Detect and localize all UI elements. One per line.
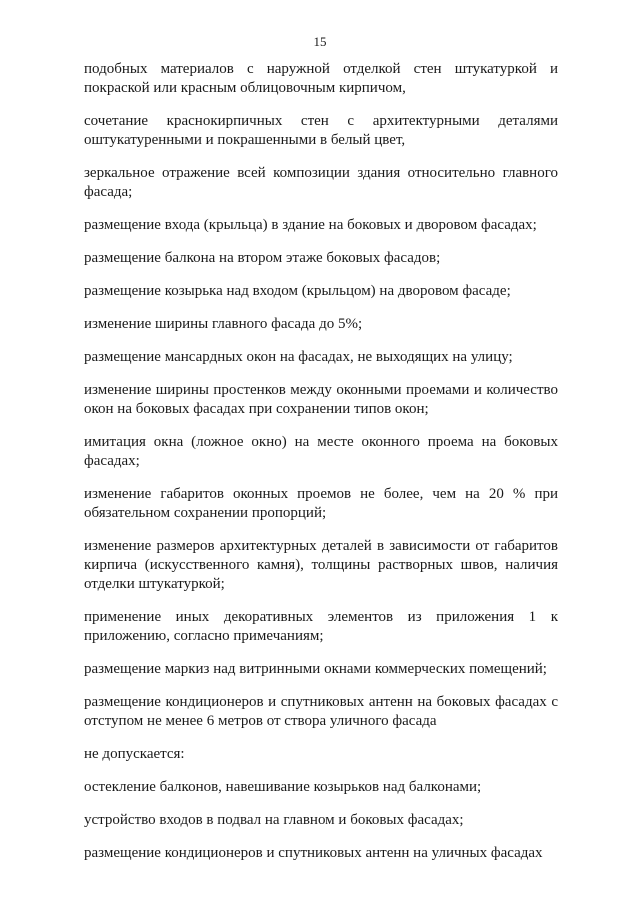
paragraph: изменение размеров архитектурных деталей в зависимости от габаритов кирпича (искусственного камня), толщины растворных швов, наличия отделки штукатуркой; [84,538,558,592]
page-number: 15 [313,34,327,49]
paragraph: изменение ширины главного фасада до 5%; [84,316,363,332]
paragraph: подобных материалов с наружной отделкой стен штукатуркой и покраской или красным облицовочным кирпичом, [84,61,558,96]
paragraph: остекление балконов, навешивание козырьков над балконами; [84,779,482,795]
paragraph: устройство входов в подвал на главном и боковых фасадах; [84,812,464,828]
paragraph: размещение мансардных окон на фасадах, не выходящих на улицу; [84,349,513,365]
paragraph: изменение ширины простенков между оконными проемами и количество окон на боковых фасадах при сохранении типов окон; [84,382,558,417]
paragraph: размещение кондиционеров и спутниковых антенн на боковых фасадах с отступом не менее 6 метров от створа уличного фасада [84,694,558,729]
paragraph: зеркальное отражение всей композиции здания относительно главного фасада; [84,165,558,200]
paragraph: размещение балкона на втором этаже боковых фасадов; [84,250,441,266]
document-body [84,60,558,877]
paragraph: изменение габаритов оконных проемов не более, чем на 20 % при обязательном сохранении пропорций; [84,486,558,521]
paragraph: размещение входа (крыльца) в здание на боковых и дворовом фасадах; [84,217,537,233]
paragraph: размещение кондиционеров и спутниковых антенн на уличных фасадах [84,845,543,861]
paragraph: размещение козырька над входом (крыльцом) на дворовом фасаде; [84,283,511,299]
paragraph: сочетание краснокирпичных стен с архитектурными деталями оштукатуренными и покрашенными в белый цвет, [84,113,558,148]
paragraph: не допускается: [84,746,185,762]
paragraph: применение иных декоративных элементов из приложения 1 к приложению, согласно примечаниям; [84,609,558,644]
paragraph: размещение маркиз над витринными окнами коммерческих помещений; [84,661,547,677]
paragraph: имитация окна (ложное окно) на месте оконного проема на боковых фасадах; [84,434,558,469]
